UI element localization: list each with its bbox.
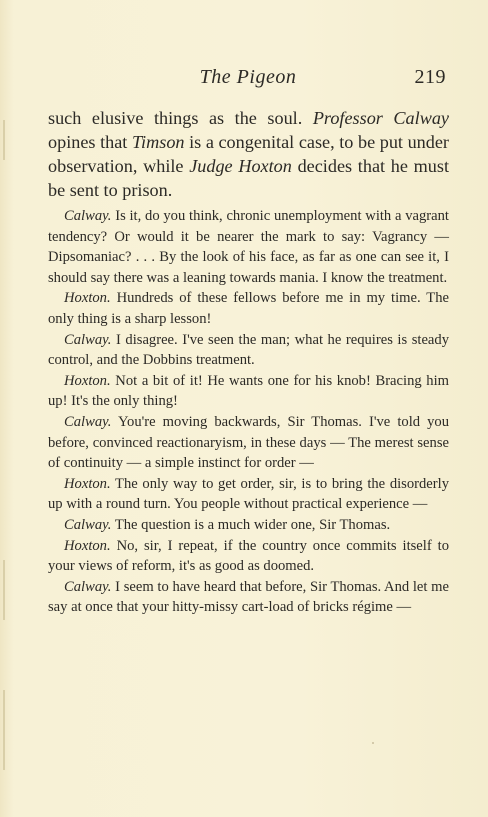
speaker-name: Hoxton. [64,475,111,492]
page-edge-mark [3,560,5,620]
speech-text: Not a bit of it! He wants one for his knob! Bracing him up! It's the only thing! [48,372,450,410]
intro-text: such elusive things as the soul. [48,108,313,128]
speech-text: The question is a much wider one, Sir Thomas. [114,516,391,533]
intro-paragraph [48,106,449,202]
speech [48,515,449,536]
speech-text: I seem to have heard that before, Sir Thomas. And let me say at once that your hitty-missy cart-load of bricks régime — [48,578,449,616]
page-edge-mark [3,690,5,770]
speech-text: No, sir, I repeat, if the country once commits itself to your views of reform, it's as good as doomed. [48,537,449,575]
speech [48,371,449,412]
character-name: Professor Calway [312,108,449,128]
speech-text: You're moving backwards, Sir Thomas. I've told you before, convinced reactionaryism, in these days — The merest sense of continuity — a simple instinct for order — [48,413,450,472]
character-name: Timson [131,132,185,152]
intro-text: opines that [48,132,132,152]
speaker-name: Calway. [64,208,112,224]
speech-text: I disagree. I've seen the man; what he requires is steady control, and the Dobbins treatment. [48,331,449,369]
speaker-name: Calway. [64,413,112,430]
speech [48,577,449,618]
page-number: 219 [414,66,446,88]
speaker-name: Calway. [64,516,112,533]
speech [48,536,449,577]
speech [48,330,449,371]
speech-text: Hundreds of these fellows before me in my time. The only thing is a sharp lesson! [48,290,449,327]
speech [48,474,449,515]
speech [48,288,449,329]
intro-text: decides that he must be sent to prison. [48,156,449,200]
page-header [48,66,448,92]
running-title: The Pigeon [199,66,297,88]
dialogue-block [48,206,449,618]
speaker-name: Hoxton. [64,537,111,554]
speech [48,206,449,288]
paper-speck [372,742,374,744]
speaker-name: Hoxton. [64,372,111,389]
speaker-name: Calway. [64,578,112,595]
page-edge-mark [3,120,5,160]
speaker-name: Calway. [64,331,112,348]
speech [48,412,449,474]
speech-text: Is it, do you think, chronic unemployment with a vagrant tendency? Or would it be nearer the mark to say: Vagrancy — Dipsomaniac? . . . By the look of his face, as far as one can see it, I should say there was a leaning towards mania. I know the treatment. [48,208,449,286]
speech-text: The only way to get order, sir, is to bring the disorderly up with a round turn. You people without practical experience — [48,475,449,513]
speaker-name: Hoxton. [64,290,111,307]
intro-text: is a congenital case, to be put under observation, while [48,132,449,176]
character-name: Judge Hoxton [189,156,292,176]
